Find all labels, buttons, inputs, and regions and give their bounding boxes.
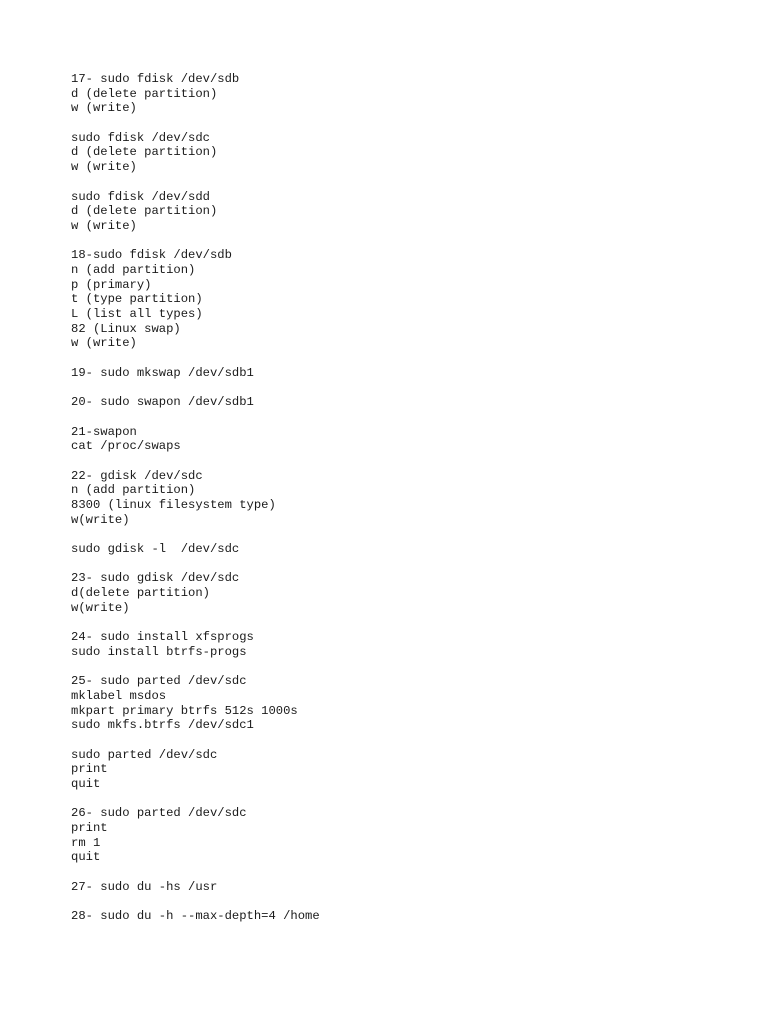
text-line: print bbox=[71, 762, 108, 777]
text-line: w (write) bbox=[71, 336, 137, 351]
text-line: sudo parted /dev/sdc bbox=[71, 747, 218, 762]
text-line: mkpart primary btrfs 512s 1000s bbox=[71, 703, 298, 718]
text-line: 26- sudo parted /dev/sdc bbox=[71, 806, 247, 821]
command-block bbox=[71, 72, 731, 116]
text-line: 22- gdisk /dev/sdc bbox=[71, 468, 203, 483]
text-line: sudo fdisk /dev/sdc bbox=[71, 130, 210, 145]
command-block bbox=[71, 806, 731, 865]
command-block bbox=[71, 366, 731, 381]
text-line: d (delete partition) bbox=[71, 86, 218, 101]
text-line: 19- sudo mkswap /dev/sdb1 bbox=[71, 365, 254, 380]
text-line: d(delete partition) bbox=[71, 586, 210, 601]
text-line: rm 1 bbox=[71, 835, 101, 850]
text-line: 24- sudo install xfsprogs bbox=[71, 630, 254, 645]
text-line: n (add partition) bbox=[71, 483, 196, 498]
command-block bbox=[71, 880, 731, 895]
text-line: w(write) bbox=[71, 600, 130, 615]
document-page bbox=[71, 72, 731, 939]
text-line: w (write) bbox=[71, 101, 137, 116]
text-line: sudo install btrfs-progs bbox=[71, 644, 247, 659]
command-block bbox=[71, 542, 731, 557]
text-line: mklabel msdos bbox=[71, 688, 167, 703]
text-line: 8300 (linux filesystem type) bbox=[71, 497, 276, 512]
text-line: L (list all types) bbox=[71, 307, 203, 321]
text-line: 82 (Linux swap) bbox=[71, 321, 181, 336]
command-block bbox=[71, 571, 731, 615]
text-line: sudo fdisk /dev/sdd bbox=[71, 189, 210, 204]
text-line: d (delete partition) bbox=[71, 145, 218, 160]
command-block bbox=[71, 190, 731, 234]
command-block bbox=[71, 248, 731, 351]
text-line: 27- sudo du -hs /usr bbox=[71, 879, 218, 894]
command-block bbox=[71, 395, 731, 410]
text-line: print bbox=[71, 821, 108, 836]
command-block bbox=[71, 131, 731, 175]
command-block bbox=[71, 469, 731, 528]
text-line: p (primary) bbox=[71, 277, 152, 292]
text-line: cat /proc/swaps bbox=[71, 439, 181, 454]
text-line: 20- sudo swapon /dev/sdb1 bbox=[71, 395, 254, 410]
command-block bbox=[71, 674, 731, 733]
text-line: 21-swapon bbox=[71, 424, 137, 439]
text-line: quit bbox=[71, 777, 101, 791]
text-line: 23- sudo gdisk /dev/sdc bbox=[71, 571, 240, 586]
text-line: 18-sudo fdisk /dev/sdb bbox=[71, 248, 232, 263]
text-line: 25- sudo parted /dev/sdc bbox=[71, 674, 247, 689]
command-block bbox=[71, 909, 731, 924]
text-line: 17- sudo fdisk /dev/sdb bbox=[71, 72, 240, 86]
text-line: d (delete partition) bbox=[71, 204, 218, 219]
text-line: quit bbox=[71, 850, 101, 865]
command-block bbox=[71, 748, 731, 792]
text-line: sudo mkfs.btrfs /dev/sdc1 bbox=[71, 718, 254, 733]
text-line: sudo gdisk -l /dev/sdc bbox=[71, 542, 240, 556]
text-line: w(write) bbox=[71, 512, 130, 527]
text-line: w (write) bbox=[71, 160, 137, 175]
command-block bbox=[71, 425, 731, 454]
command-block bbox=[71, 630, 731, 659]
text-line: n (add partition) bbox=[71, 262, 196, 277]
text-line: t (type partition) bbox=[71, 292, 203, 307]
text-line: 28- sudo du -h --max-depth=4 /home bbox=[71, 909, 320, 924]
text-line: w (write) bbox=[71, 218, 137, 233]
